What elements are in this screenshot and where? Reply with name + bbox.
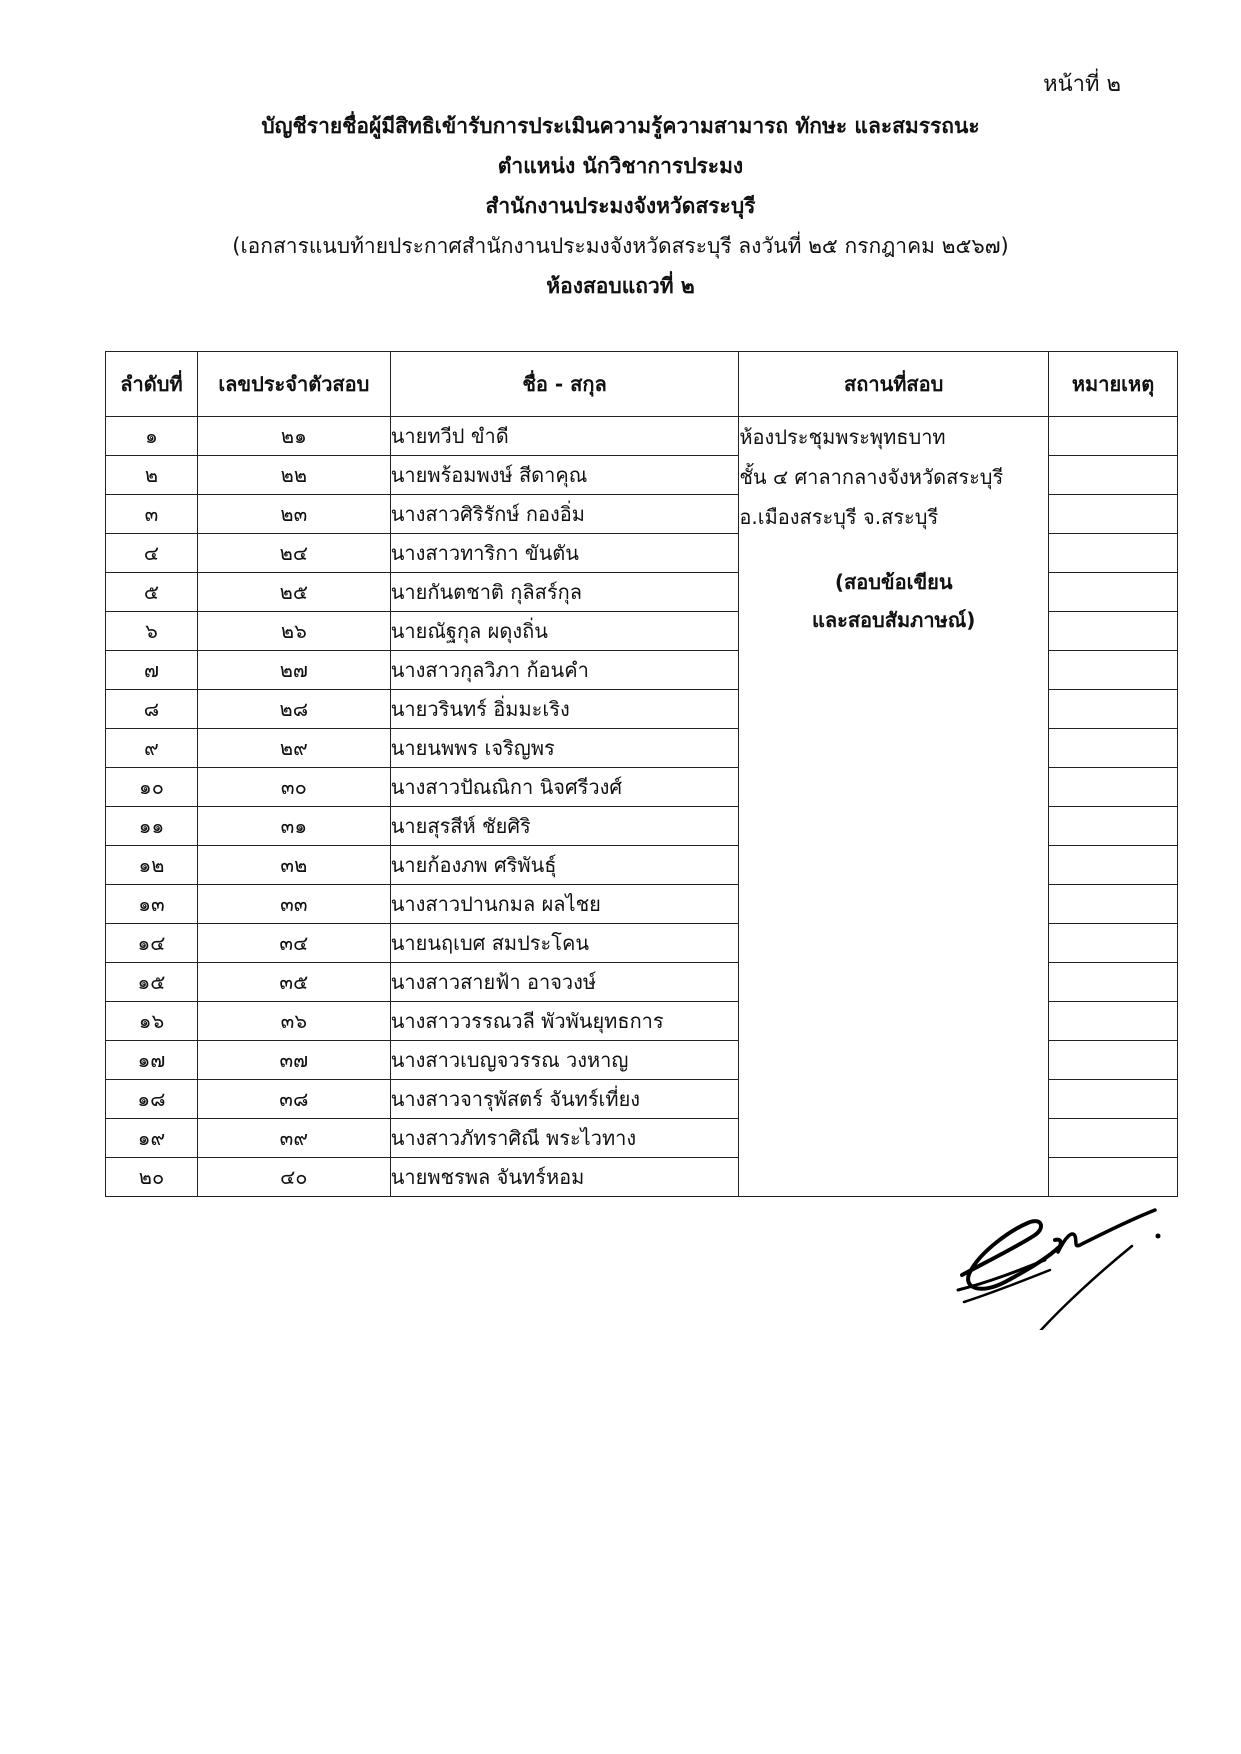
- venue-line-1: ห้องประชุมพระพุทธบาท: [739, 425, 946, 449]
- cell-seq: ๑๔: [106, 924, 198, 963]
- cell-seq: ๒: [106, 456, 198, 495]
- cell-name: นางสาวกุลวิภา ก้อนคำ: [390, 651, 739, 690]
- cell-exam-id: ๓๕: [197, 963, 390, 1002]
- cell-seq: ๒๐: [106, 1158, 198, 1197]
- position-title: ตำแหน่ง นักวิชาการประมง: [497, 154, 744, 178]
- cell-seq: ๕: [106, 573, 198, 612]
- cell-name: นางสาวภัทราศิณี พระไวทาง: [390, 1119, 739, 1158]
- signature: [950, 1190, 1180, 1330]
- cell-name: นางสาวเบญจวรรณ วงหาญ: [390, 1041, 739, 1080]
- cell-seq: ๓: [106, 495, 198, 534]
- exam-type-line-1: (สอบข้อเขียน: [834, 570, 953, 594]
- cell-remark: [1049, 495, 1178, 534]
- cell-remark: [1049, 768, 1178, 807]
- cell-seq: ๑๑: [106, 807, 198, 846]
- cell-name: นางสาวทาริกา ขันตัน: [390, 534, 739, 573]
- cell-seq: ๑๖: [106, 1002, 198, 1041]
- cell-name: นายกันตชาติ กุลิสร์กุล: [390, 573, 739, 612]
- cell-remark: [1049, 612, 1178, 651]
- cell-seq: ๘: [106, 690, 198, 729]
- cell-seq: ๙: [106, 729, 198, 768]
- table-header-row: [106, 352, 1178, 417]
- cell-remark: [1049, 963, 1178, 1002]
- cell-name: นางสาวปัณณิกา นิจศรีวงศ์: [390, 768, 739, 807]
- cell-seq: ๑: [106, 417, 198, 456]
- cell-seq: ๑๙: [106, 1119, 198, 1158]
- cell-name: นายพชรพล จันทร์หอม: [390, 1158, 739, 1197]
- cell-name: นายณัฐกุล ผดุงถิ่น: [390, 612, 739, 651]
- cell-exam-id: ๒๒: [197, 456, 390, 495]
- cell-exam-id: ๒๗: [197, 651, 390, 690]
- cell-seq: ๖: [106, 612, 198, 651]
- cell-seq: ๑๘: [106, 1080, 198, 1119]
- cell-seq: ๑๕: [106, 963, 198, 1002]
- exam-type-line-2: และสอบสัมภาษณ์): [811, 608, 976, 632]
- cell-seq: ๑๒: [106, 846, 198, 885]
- cell-name: นายวรินทร์ อิ่มมะเริง: [390, 690, 739, 729]
- cell-remark: [1049, 651, 1178, 690]
- cell-seq: ๑๗: [106, 1041, 198, 1080]
- cell-remark: [1049, 1080, 1178, 1119]
- cell-exam-id: ๒๔: [197, 534, 390, 573]
- cell-remark: [1049, 924, 1178, 963]
- cell-exam-id: ๒๑: [197, 417, 390, 456]
- cell-name: นางสาวปานกมล ผลไชย: [390, 885, 739, 924]
- cell-remark: [1049, 1002, 1178, 1041]
- cell-exam-id: ๓๓: [197, 885, 390, 924]
- cell-exam-id: ๓๗: [197, 1041, 390, 1080]
- cell-name: นายพร้อมพงษ์ สีดาคุณ: [390, 456, 739, 495]
- cell-remark: [1049, 1119, 1178, 1158]
- cell-name: นายก้องภพ ศริพันธุ์: [390, 846, 739, 885]
- cell-exam-id: ๓๔: [197, 924, 390, 963]
- cell-exam-id: ๓๑: [197, 807, 390, 846]
- cell-name: นางสาววรรณวลี พัวพันยุทธการ: [390, 1002, 739, 1041]
- cell-remark: [1049, 885, 1178, 924]
- cell-remark: [1049, 729, 1178, 768]
- cell-exam-id: ๒๖: [197, 612, 390, 651]
- cell-remark: [1049, 534, 1178, 573]
- cell-name: นายนพพร เจริญพร: [390, 729, 739, 768]
- agency-name: สำนักงานประมงจังหวัดสระบุรี: [485, 194, 756, 218]
- table-body: [106, 417, 1178, 1197]
- cell-seq: ๔: [106, 534, 198, 573]
- cell-remark: [1049, 846, 1178, 885]
- cell-venue: [739, 417, 1049, 1197]
- cell-remark: [1049, 807, 1178, 846]
- cell-remark: [1049, 573, 1178, 612]
- header-exam-id: เลขประจำตัวสอบ: [197, 352, 390, 417]
- exam-room-title: ห้องสอบแถวที่ ๒: [546, 274, 695, 298]
- attachment-note: (เอกสารแนบท้ายประกาศสำนักงานประมงจังหวัดสระบุรี ลงวันที่ ๒๕ กรกฎาคม ๒๕๖๗): [232, 234, 1009, 258]
- cell-exam-id: ๓๐: [197, 768, 390, 807]
- cell-exam-id: ๔๐: [197, 1158, 390, 1197]
- page-number: หน้าที่ ๒: [1043, 72, 1121, 97]
- header-remark: หมายเหตุ: [1049, 352, 1178, 417]
- candidate-table: [105, 351, 1178, 1197]
- venue-line-3: อ.เมืองสระบุรี จ.สระบุรี: [739, 505, 939, 529]
- cell-remark: [1049, 417, 1178, 456]
- cell-exam-id: ๒๙: [197, 729, 390, 768]
- document-title: บัญชีรายชื่อผู้มีสิทธิเข้ารับการประเมินความรู้ความสามารถ ทักษะ และสมรรถนะ: [261, 114, 980, 138]
- cell-name: นายสุรสีห์ ชัยศิริ: [390, 807, 739, 846]
- venue-line-2: ชั้น ๔ ศาลากลางจังหวัดสระบุรี: [739, 465, 1004, 489]
- cell-remark: [1049, 1041, 1178, 1080]
- cell-seq: ๑๐: [106, 768, 198, 807]
- header-seq: ลำดับที่: [106, 352, 198, 417]
- cell-remark: [1049, 690, 1178, 729]
- cell-exam-id: ๒๓: [197, 495, 390, 534]
- cell-exam-id: ๓๖: [197, 1002, 390, 1041]
- cell-exam-id: ๓๙: [197, 1119, 390, 1158]
- cell-name: นางสาวสายฟ้า อาจวงษ์: [390, 963, 739, 1002]
- cell-seq: ๑๓: [106, 885, 198, 924]
- cell-exam-id: ๓๒: [197, 846, 390, 885]
- cell-remark: [1049, 456, 1178, 495]
- cell-name: นายนฤเบศ สมประโคน: [390, 924, 739, 963]
- cell-exam-id: ๒๕: [197, 573, 390, 612]
- cell-name: นายทวีป ขำดี: [390, 417, 739, 456]
- table-row: [106, 417, 1178, 456]
- document-header: [0, 112, 1241, 312]
- cell-exam-id: ๒๘: [197, 690, 390, 729]
- header-venue: สถานที่สอบ: [739, 352, 1049, 417]
- cell-name: นางสาวศิริรักษ์ กองอิ่ม: [390, 495, 739, 534]
- cell-seq: ๗: [106, 651, 198, 690]
- cell-name: นางสาวจารุพัสตร์ จันทร์เที่ยง: [390, 1080, 739, 1119]
- cell-exam-id: ๓๘: [197, 1080, 390, 1119]
- header-name: ชื่อ - สกุล: [390, 352, 739, 417]
